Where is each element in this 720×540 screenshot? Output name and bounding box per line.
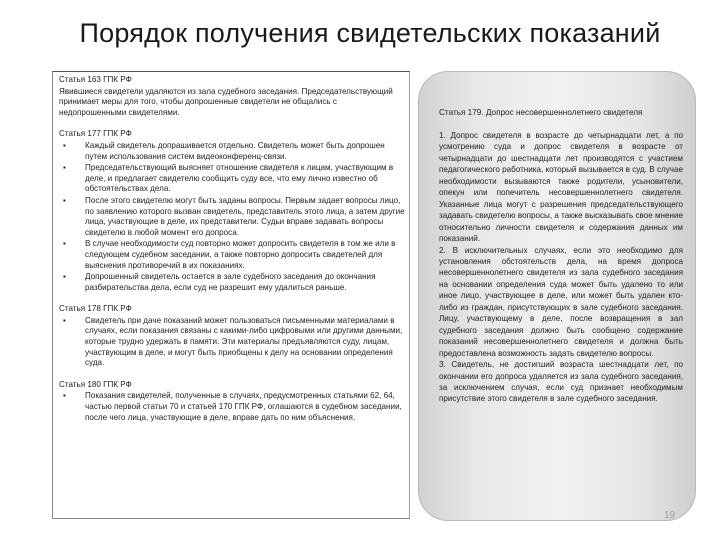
article-179-paragraph-3: 3. Свидетель, не достигший возраста шестнадцати лет, по окончании его допроса удаляется из зала судебного заседания, за исключением случая, если суд признает необходимым присутствие этого свидетеля в зале судебного заседания.: [439, 360, 683, 404]
article-179-heading: Статья 179. Допрос несовершеннолетнего свидетеля: [439, 108, 643, 117]
article-180-list: [59, 391, 405, 423]
article-179-paragraph-1: 1. Допрос свидетеля в возрасте до четырнадцати лет, а по усмотрению суда и допрос свидетеля в возрасте от четырнадцати до шестнадцати лет производятся с участием педагогического работника, который вызывается в суд. В случае необходимости вызываются также родители, усыновители, опекун или попечитель несовершеннолетнего свидетеля. Указанные лица могут с разрешения председательствующего задавать свидетелю вопросы, а также высказывать свое мнение относительно личности свидетеля и содержания данных им показаний.: [439, 131, 683, 244]
article-177: [59, 129, 405, 293]
list-item: [59, 316, 405, 369]
article-178-title: Статья 178 ГПК РФ: [59, 304, 132, 314]
bullet-icon: ▪: [63, 140, 66, 150]
article-178-list: [59, 316, 405, 369]
article-177-title: Статья 177 ГПК РФ: [59, 129, 132, 139]
article-180: [59, 380, 405, 423]
list-item: [59, 391, 405, 423]
list-item: [59, 163, 405, 195]
list-item-text: Свидетель при даче показаний может пользоваться письменными материалами в случаях, если показания связаны с какими-либо цифровыми или другими данными, которые трудно удержать в памяти. Эти материалы предъявляются суду, лицам, участвующим в деле, и могут быть приобщены к делу на основании определения суда.: [85, 315, 403, 368]
bullet-icon: ▪: [63, 195, 66, 205]
bullet-icon: ▪: [63, 315, 66, 325]
bullet-icon: ▪: [63, 239, 66, 249]
page-number: 19: [664, 510, 676, 521]
list-item-text: В случае необходимости суд повторно может допросить свидетеля в том же или в следующем судебном заседании, а также повторно допросить свидетелей для выяснения противоречий в их показаниях.: [85, 239, 396, 270]
bullet-icon: ▪: [63, 391, 66, 401]
bullet-icon: ▪: [63, 272, 66, 282]
list-item: [59, 272, 405, 293]
article-179-panel: [418, 71, 696, 521]
list-item-text: Каждый свидетель допрашивается отдельно. Свидетель может быть допрошен путем использования систем видеоконференц-связи.: [85, 140, 385, 161]
article-179-body: [439, 130, 683, 405]
article-163-text: Явившиеся свидетели удаляются из зала судебного заседания. Председательствующий принимает меры для того, чтобы допрошенные свидетели не общались с недопрошенными свидетелями.: [59, 86, 393, 117]
list-item-text: Допрошенный свидетель остается в зале судебного заседания до окончания разбирательства дела, если суд не разрешит ему удалиться раньше.: [85, 272, 376, 292]
list-item: [59, 141, 405, 162]
articles-panel: [52, 71, 410, 519]
list-item: [59, 239, 405, 271]
article-177-list: [59, 141, 405, 293]
list-item-text: Показания свидетелей, полученные в случаях, предусмотренных статьями 62, 64, частью первой статьи 70 и статьей 170 ГПК РФ, оглашаются в судебном заседании, после чего лица, участвующие в деле, вправе дать по ним объяснения.: [85, 391, 402, 422]
article-180-title: Статья 180 ГПК РФ: [59, 379, 132, 389]
list-item-text: После этого свидетелю могут быть заданы вопросы. Первым задает вопросы лицо, по заявлению которого вызван свидетель, представитель этого лица, а затем другие лица, участвующие в деле, их представители. Судьи вправе задавать вопросы свидетелю в любой момент его допроса.: [85, 195, 405, 237]
article-163: [59, 75, 405, 118]
article-163-title: Статья 163 ГПК РФ: [59, 75, 132, 84]
article-179-paragraph-2: 2. В исключительных случаях, если это необходимо для установления обстоятельств дела, на время допроса несовершеннолетнего свидетеля из зала судебного заседания на основании определения суда может быть удалено то или иное лицо, участвующее в деле, или может быть удален кто-либо из граждан, присутствующих в зале судебного заседания. Лицу, участвующему в деле, после возвращения в зал судебного заседания должно быть сообщено содержание показаний несовершеннолетнего свидетеля и должна быть предоставлена возможность задать свидетелю вопросы.: [439, 245, 683, 358]
article-178: [59, 304, 405, 369]
list-item: [59, 196, 405, 238]
slide-title: Порядок получения свидетельских показаний: [79, 18, 661, 48]
list-item-text: Председательствующий выясняет отношение свидетеля к лицам, участвующим в деле, и предлагает свидетелю сообщить суду все, что ему лично известно об обстоятельствах дела.: [85, 163, 394, 194]
bullet-icon: ▪: [63, 163, 66, 173]
